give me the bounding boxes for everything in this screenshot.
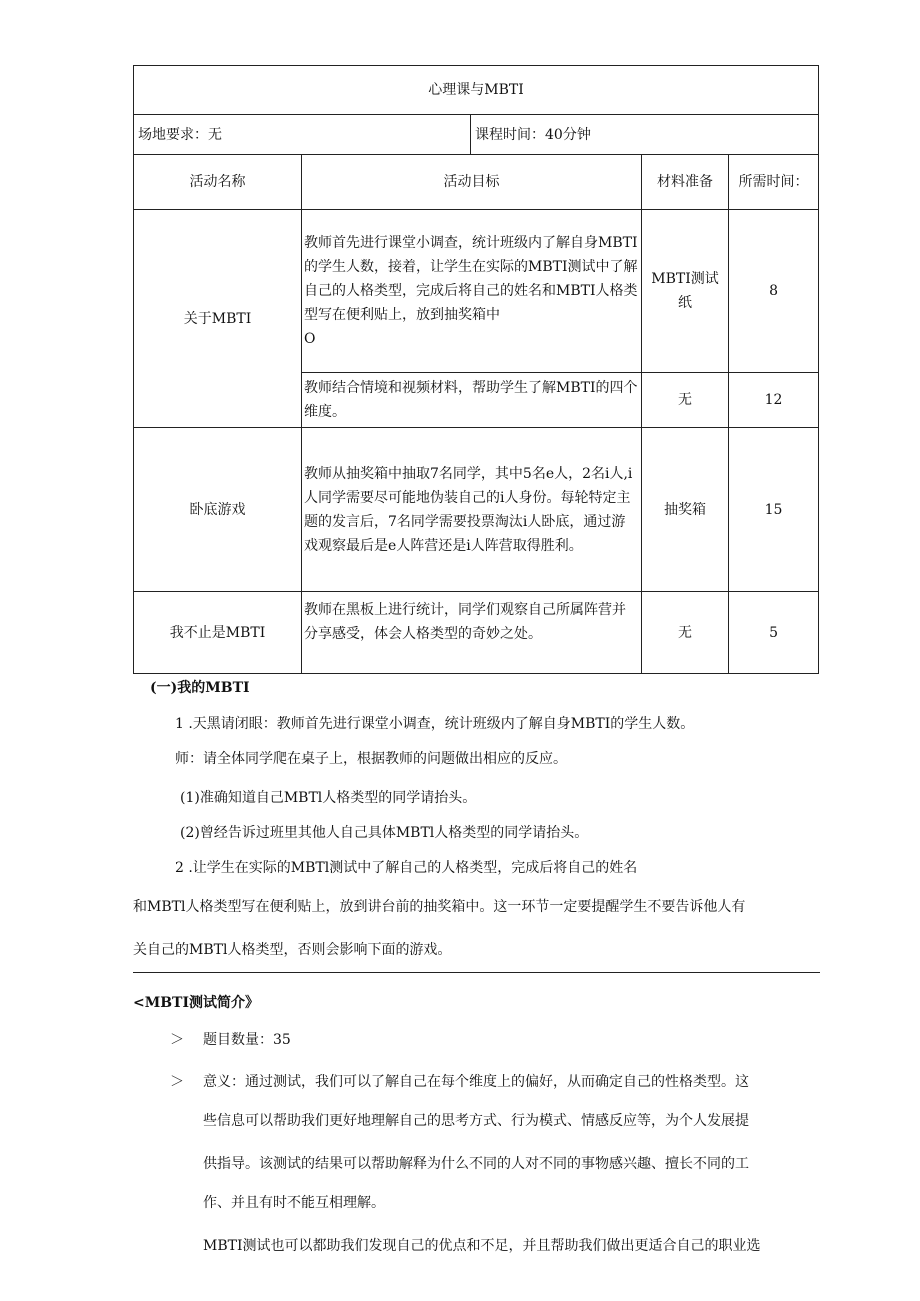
header-activity-goal: 活动目标 [302, 155, 642, 210]
table-title: 心理课与MBTI [134, 66, 819, 115]
venue-requirement: 场地要求：无 [134, 115, 471, 155]
paragraph: (2)曾经告诉过班里其他人自己具体MBTl人格类型的同学请抬头。 [180, 825, 589, 841]
paragraph: 和MBTl人格类型写在便利贴上，放到讲台前的抽奖箱中。这一环节一定要提醒学生不要告诉他人有 [133, 899, 746, 915]
activity-time: 15 [729, 428, 819, 592]
paragraph: 2 .让学生在实际的MBTl测试中了解自己的人格类型，完成后将自己的姓名 [175, 860, 638, 876]
paragraph: 1 .天黑请闭眼：教师首先进行课堂小调查，统计班级内了解自身MBTI的学生人数。 [175, 716, 695, 732]
question-count: 题目数量：35 [203, 1032, 291, 1048]
chevron-right-icon: ＞ [170, 1074, 184, 1090]
divider [133, 972, 820, 973]
activity-material: MBTI测试纸 [642, 210, 729, 373]
activity-name: 关于MBTI [134, 210, 302, 428]
section-heading: (一)我的MBTI [150, 680, 250, 696]
activity-material: 抽奖箱 [642, 428, 729, 592]
lesson-plan-table [133, 65, 819, 674]
activity-material: 无 [642, 592, 729, 674]
paragraph: 师：请全体同学爬在桌子上，根据教师的问题做出相应的反应。 [175, 751, 567, 767]
meaning-line: 意义：通过测试，我们可以了解自己在每个维度上的偏好，从而确定自己的性格类型。这 [203, 1074, 749, 1090]
meaning-line: 供指导。该测试的结果可以帮助解释为什么不同的人对不同的事物感兴趣、擅长不同的工 [203, 1156, 749, 1172]
activity-goal [302, 210, 642, 373]
activity-name: 卧底游戏 [134, 428, 302, 592]
header-activity-name: 活动名称 [134, 155, 302, 210]
header-time: 所需时间： [729, 155, 819, 210]
activity-time: 12 [729, 373, 819, 428]
activity-goal: 教师结合情境和视频材料，帮助学生了解MBTI的四个维度。 [302, 373, 642, 428]
goal-extra: O [304, 331, 316, 347]
activity-time: 5 [729, 592, 819, 674]
paragraph: 关自己的MBTl人格类型，否则会影响下面的游戏。 [133, 942, 452, 958]
activity-goal: 教师从抽奖箱中抽取7名同学，其中5名e人，2名i人,i人同学需要尽可能地伪装自己的i人身份。每轮特定主题的发言后，7名同学需要投票淘汰i人卧底，通过游戏观察最后是e人阵营还是i人阵营取得胜利。 [302, 428, 642, 592]
activity-name: 我不止是MBTI [134, 592, 302, 674]
activity-material: 无 [642, 373, 729, 428]
course-duration: 课程时间：40分钟 [471, 115, 819, 155]
meaning-line: 些信息可以帮助我们更好地理解自己的思考方式、行为模式、情感反应等，为个人发展提 [203, 1113, 749, 1129]
activity-goal: 教师在黑板上进行统计，同学们观察自己所属阵营并分享感受，体会人格类型的奇妙之处。 [302, 592, 642, 674]
paragraph: MBTI测试也可以都助我们发现自己的优点和不足，并且帮助我们做出更适合自己的职业选 [203, 1238, 761, 1254]
meaning-line: 作、并且有时不能互相理解。 [203, 1195, 385, 1211]
header-materials: 材料准备 [642, 155, 729, 210]
intro-heading: <MBTI测试简介》 [133, 995, 260, 1011]
paragraph: (1)准确知道自己MBTl人格类型的同学请抬头。 [180, 790, 477, 806]
goal-text: 教师首先进行课堂小调查，统计班级内了解自身MBTI的学生人数，接着，让学生在实际的MBTI测试中了解自己的人格类型，完成后将自己的姓名和MBTI人格类型写在便利贴上，放到抽奖箱中 [304, 235, 638, 323]
chevron-right-icon: ＞ [170, 1032, 184, 1048]
activity-time: 8 [729, 210, 819, 373]
